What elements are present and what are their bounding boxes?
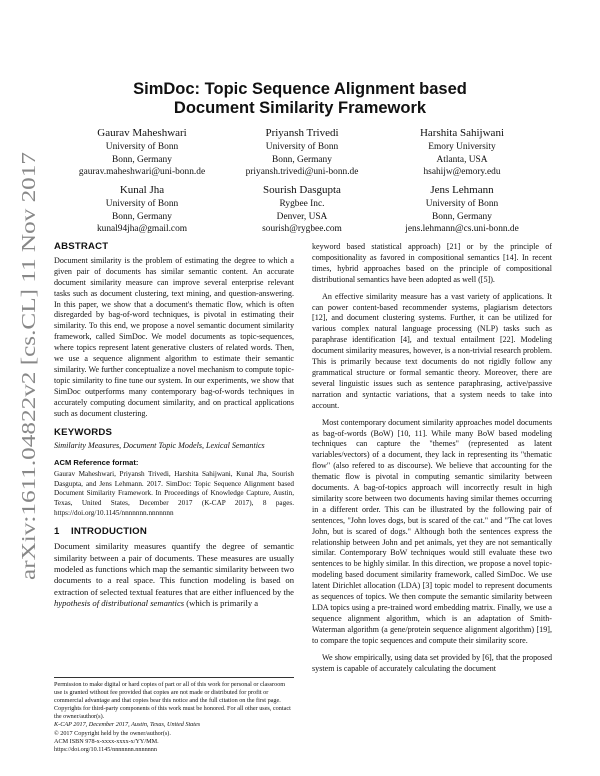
paragraph: An effective similarity measure has a vast variety of applications. It can power content-based recommender systems, plagiarism detectors [12], and document clustering systems. Further, it can be utilized for various complex natural language processing (NLP) tasks such as paraphrase identification [4], and textual entailment [22]. Modeling document similarity measures, however, is a non-trivial research problem. This is primarily because text documents do not rigidly follow any grammatical structure or formal semantic theory. Moreover, there are several linguistic issues such as sentence paraphrasing, active/passive narration and syntactic variations, that a system needs to take into account. bbox=[312, 291, 552, 410]
author-location: Bonn, Germany bbox=[432, 211, 492, 222]
author-card bbox=[222, 127, 382, 179]
acm-reference-text: Gaurav Maheshwari, Priyansh Trivedi, Harshita Sahijwani, Kunal Jha, Sourish Dasgupta, and Jens Lehmann. 2017. SimDoc: Topic Sequence Alignment based Document Similarity Framework. In Proceedings of Knowledge Capture, Austin, Texas, United States, December 2017 (K-CAP 2017), 8 pages. https://doi.org/10.1145/nnnnnnn.nnnnnnn bbox=[54, 470, 294, 517]
author-name: Priyansh Trivedi bbox=[265, 127, 339, 139]
introduction-text bbox=[54, 541, 294, 609]
paragraph: We show empirically, using data set provided by [6], that the proposed system is capable of accurately calculating the document bbox=[312, 652, 552, 673]
abstract-text: Document similarity is the problem of estimating the degree to which a given pair of documents has similar semantic content. An accurate document similarity measure can improve several enterprise relevant tasks such as document clustering, text mining, and question-answering. In this paper, we show that a document's thematic flow, which is often disregarded by bag-of-word techniques, is pivotal in estimating their similarity. To this end, we propose a novel semantic document similarity framework, called SimDoc. We model documents as topic-sequences, where topics represent latent generative clusters of related words. Then, we use a sequence alignment algorithm to estimate their semantic similarity. We further conceptualize a novel mechanism to compute topic-topic similarity to fine tune our system. In our experiments, we show that SimDoc outperforms many contemporary bag-of-words techniques in accurately computing document similarity, and on practical applications such as document clustering. bbox=[54, 255, 294, 418]
author-card bbox=[62, 184, 222, 236]
author-name: Sourish Dasgupta bbox=[263, 184, 341, 196]
author-email: kunal94jha@gmail.com bbox=[96, 224, 188, 234]
paragraph: Most contemporary document similarity approaches model documents as bag-of-words (BoW) [10, 11]. While many BoW based modeling techniques can capture the "themes" (represented as latent variables/vectors) of a document, they lack in representing its "thematic flow" (also refered to as discourse). We believe that accounting for the thematic flow is pivotal in computing semantic similarity between documents. A bag-of-topics approach will incorrectly result in high similarity score between two documents having similar themes occurring in a different order. This can be illustrated by the following pair of sentences, "John loves dogs, but is scared of the cat." and "The cat loves John, but is scared of dogs." Although both the sentences express the relationship between John and pet animals, yet they are not semantically similar. Contemporary BoW techniques would still evaluate these two sentences to be highly similar. In this direction, we propose a novel topic-modeling based document similarity framework, called SimDoc. We use latent Dirichlet allocation (LDA) [3] topic model to represent documents as sequences of topics. We then compute the semantic similarity between LDA topics using a pre-trained word embedding matrix. Finally, we use a sequence alignment algorithm, which is an adaptation of Smith-Waterman algorithm (a gene/protein sequence alignment algorithm) [19], to compare the topic sequences and compute their similarity score. bbox=[312, 417, 552, 645]
intro-text-b: (which is primarily a bbox=[184, 598, 259, 609]
author-affiliation: Emory University bbox=[428, 142, 496, 152]
author-affiliation: University of Bonn bbox=[265, 142, 339, 152]
author-name: Jens Lehmann bbox=[430, 184, 494, 196]
doi-link[interactable]: https://doi.org/10.1145/nnnnnnn.nnnnnnn bbox=[54, 745, 157, 753]
author-email: hsahijw@emory.edu bbox=[423, 167, 501, 177]
author-affiliation: University of Bonn bbox=[105, 142, 179, 152]
abstract-heading: ABSTRACT bbox=[54, 241, 109, 252]
title-line-1: SimDoc: Topic Sequence Alignment based bbox=[133, 80, 467, 98]
intro-text-a: Document similarity measures quantify the degree of semantic similarity between a pair of documents. These measures are usually modeled as functions which map the semantic similarity between two documents to a real space. This function modeling is based on extraction of selected textual features that are either influenced by the bbox=[54, 541, 294, 597]
author-email: sourish@rygbee.com bbox=[262, 224, 342, 234]
author-name: Harshita Sahijwani bbox=[419, 127, 504, 139]
author-name: Kunal Jha bbox=[119, 184, 165, 196]
permission-notice: Permission to make digital or hard copies of part or all of this work for personal or classroom use is granted without fee provided that copies are not made or distributed for profit or commercial advantage and that copies bear this notice and the full citation on the first page. Copyrights for third-party components of this work must be honored. For all other uses, contact the owner/author(s). bbox=[54, 681, 291, 721]
author-location: Bonn, Germany bbox=[112, 154, 172, 165]
author-location: Bonn, Germany bbox=[272, 154, 332, 165]
author-email: priyansh.trivedi@uni-bonn.de bbox=[245, 167, 359, 177]
intro-text-emphasis: hypothesis of distributional semantics bbox=[54, 598, 185, 609]
paragraph: keyword based statistical approach) [21] or by the principle of compositionality as favored in compositional semantics [14]. In recent times, hybrid approaches based on the principle of compositional distributional semantics have been adopted as well ([5]). bbox=[312, 242, 552, 284]
acm-reference-heading: ACM Reference format: bbox=[54, 458, 139, 468]
right-column bbox=[312, 242, 552, 680]
isbn-line: ACM ISBN 978-x-xxxx-xxxx-x/YY/MM. bbox=[54, 737, 159, 745]
author-name: Gaurav Maheshwari bbox=[97, 127, 187, 139]
author-email: jens.lehmann@cs.uni-bonn.de bbox=[405, 224, 519, 234]
arxiv-id: arXiv:1611.04822v2 [cs.CL] 11 Nov 2017 bbox=[19, 248, 40, 580]
introduction-heading: 1 INTRODUCTION bbox=[54, 526, 147, 538]
author-card bbox=[222, 184, 382, 236]
author-email: gaurav.maheshwari@uni-bonn.de bbox=[78, 167, 206, 177]
author-card bbox=[382, 184, 542, 236]
arxiv-stamp bbox=[6, 150, 46, 580]
author-affiliation: University of Bonn bbox=[105, 199, 179, 209]
left-column bbox=[54, 242, 294, 616]
author-location: Bonn, Germany bbox=[112, 211, 172, 222]
conference-line: K-CAP 2017, December 2017, Austin, Texas, United States bbox=[54, 721, 201, 729]
paper-title bbox=[60, 80, 540, 118]
author-affiliation: Rygbee Inc. bbox=[279, 199, 325, 209]
keywords-text: Similarity Measures, Document Topic Models, Lexical Semantics bbox=[54, 441, 265, 451]
author-location: Denver, USA bbox=[276, 211, 328, 222]
author-card bbox=[382, 127, 542, 179]
author-location: Atlanta, USA bbox=[436, 154, 488, 165]
copyright-line: © 2017 Copyright held by the owner/author(s). bbox=[54, 729, 171, 737]
author-card bbox=[62, 127, 222, 179]
author-affiliation: University of Bonn bbox=[425, 199, 499, 209]
keywords-heading: KEYWORDS bbox=[54, 426, 113, 438]
copyright-footnote bbox=[54, 677, 294, 754]
title-line-2: Document Similarity Framework bbox=[173, 99, 427, 117]
